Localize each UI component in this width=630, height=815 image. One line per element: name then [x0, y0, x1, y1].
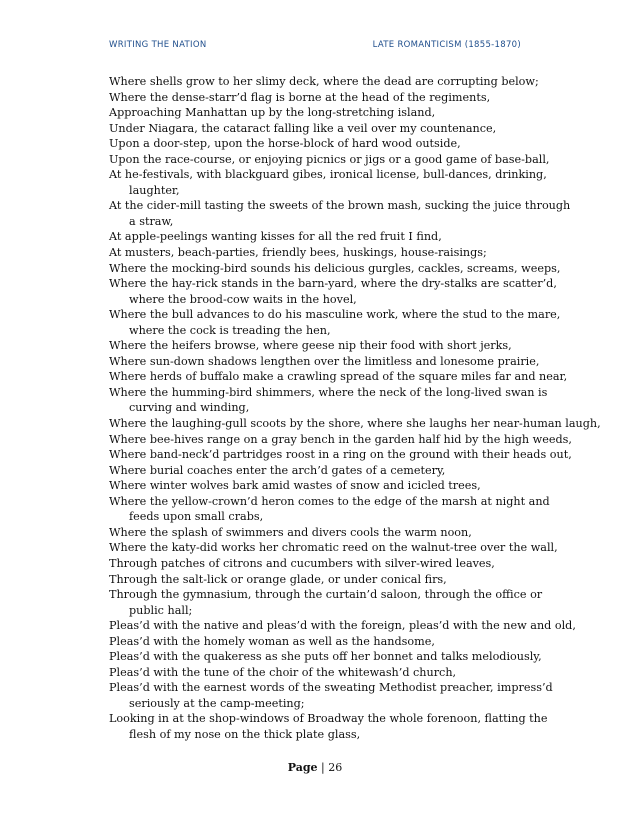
poem-line: laughter,	[129, 183, 180, 197]
poem-text	[109, 74, 601, 743]
poem-line: Pleas’d with the tune of the choir of the whitewash’d church,	[109, 665, 457, 679]
poem-line: where the cock is treading the hen,	[129, 323, 331, 337]
poem-line: Under Niagara, the cataract falling like a veil over my countenance,	[109, 121, 497, 135]
poem-line: Looking in at the shop-windows of Broadway the whole forenoon, flatting the	[109, 712, 548, 726]
poem-line: a straw,	[129, 214, 174, 228]
poem-line: Where bee-hives range on a gray bench in the garden half hid by the high weeds,	[109, 432, 572, 446]
poem-line: Where herds of buffalo make a crawling spread of the square miles far and near,	[109, 370, 568, 384]
page-footer	[0, 761, 630, 774]
poem-line: Upon the race-course, or enjoying picnics or jigs or a good game of base-ball,	[109, 152, 550, 166]
page-label: Page	[287, 761, 318, 774]
poem-line: Through the gymnasium, through the curtain’d saloon, through the office or	[109, 588, 543, 602]
poem-line: Where the laughing-gull scoots by the shore, where she laughs her near-human laugh,	[109, 417, 601, 431]
poem-line: Where the splash of swimmers and divers cools the warm noon,	[109, 525, 472, 539]
poem-line: Pleas’d with the homely woman as well as the handsome,	[109, 634, 435, 648]
running-header	[109, 40, 521, 50]
poem-line: Where winter wolves bark amid wastes of snow and icicled trees,	[109, 479, 481, 493]
poem-line: Where the bull advances to do his masculine work, where the stud to the mare,	[109, 308, 561, 322]
poem-line: Where the dense-starr’d flag is borne at the head of the regiments,	[109, 90, 491, 104]
poem-line: At apple-peelings wanting kisses for all the red fruit I find,	[109, 230, 442, 244]
poem-line: where the brood-cow waits in the hovel,	[129, 292, 357, 306]
poem-line: Approaching Manhattan up by the long-stretching island,	[109, 106, 436, 120]
poem-line: flesh of my nose on the thick plate glass,	[129, 727, 361, 741]
header-right: LATE ROMANTICISM (1855-1870)	[372, 40, 521, 50]
poem-line: Where the mocking-bird sounds his delicious gurgles, cackles, screams, weeps,	[109, 261, 561, 275]
poem-line: At musters, beach-parties, friendly bees, huskings, house-raisings;	[109, 246, 487, 260]
poem-line: Where burial coaches enter the arch’d gates of a cemetery,	[109, 463, 446, 477]
poem-line: seriously at the camp-meeting;	[129, 696, 305, 710]
poem-line: Where the hay-rick stands in the barn-yard, where the dry-stalks are scatter’d,	[109, 277, 557, 291]
poem-line: Where band-neck’d partridges roost in a ring on the ground with their heads out,	[109, 448, 572, 462]
poem-line: public hall;	[129, 603, 193, 617]
poem-line: Pleas’d with the native and pleas’d with the foreign, pleas’d with the new and old,	[109, 619, 576, 633]
poem-line: Where the heifers browse, where geese nip their food with short jerks,	[109, 339, 512, 353]
page-separator: |	[321, 761, 325, 774]
poem-line: At the cider-mill tasting the sweets of the brown mash, sucking the juice through	[109, 199, 571, 213]
header-left: WRITING THE NATION	[109, 40, 207, 50]
poem-line: At he-festivals, with blackguard gibes, ironical license, bull-dances, drinking,	[109, 168, 547, 182]
poem-line: Through the salt-lick or orange glade, or under conical firs,	[109, 572, 447, 586]
poem-line: Where the yellow-crown’d heron comes to the edge of the marsh at night and	[109, 494, 550, 508]
poem-line: Through patches of citrons and cucumbers with silver-wired leaves,	[109, 556, 495, 570]
poem-line: Where the katy-did works her chromatic reed on the walnut-tree over the wall,	[109, 541, 558, 555]
poem-line: Upon a door-step, upon the horse-block of hard wood outside,	[109, 137, 461, 151]
poem-line: Pleas’d with the earnest words of the sweating Methodist preacher, impress’d	[109, 681, 553, 695]
poem-line: feeds upon small crabs,	[129, 510, 264, 524]
poem-line: Pleas’d with the quakeress as she puts off her bonnet and talks melodiously,	[109, 650, 542, 664]
page-number: 26	[328, 761, 343, 774]
poem-line: Where the humming-bird shimmers, where the neck of the long-lived swan is	[109, 385, 548, 399]
poem-line: Where shells grow to her slimy deck, where the dead are corrupting below;	[109, 75, 539, 88]
poem-line: Where sun-down shadows lengthen over the limitless and lonesome prairie,	[109, 354, 540, 368]
poem-line: curving and winding,	[129, 401, 250, 415]
